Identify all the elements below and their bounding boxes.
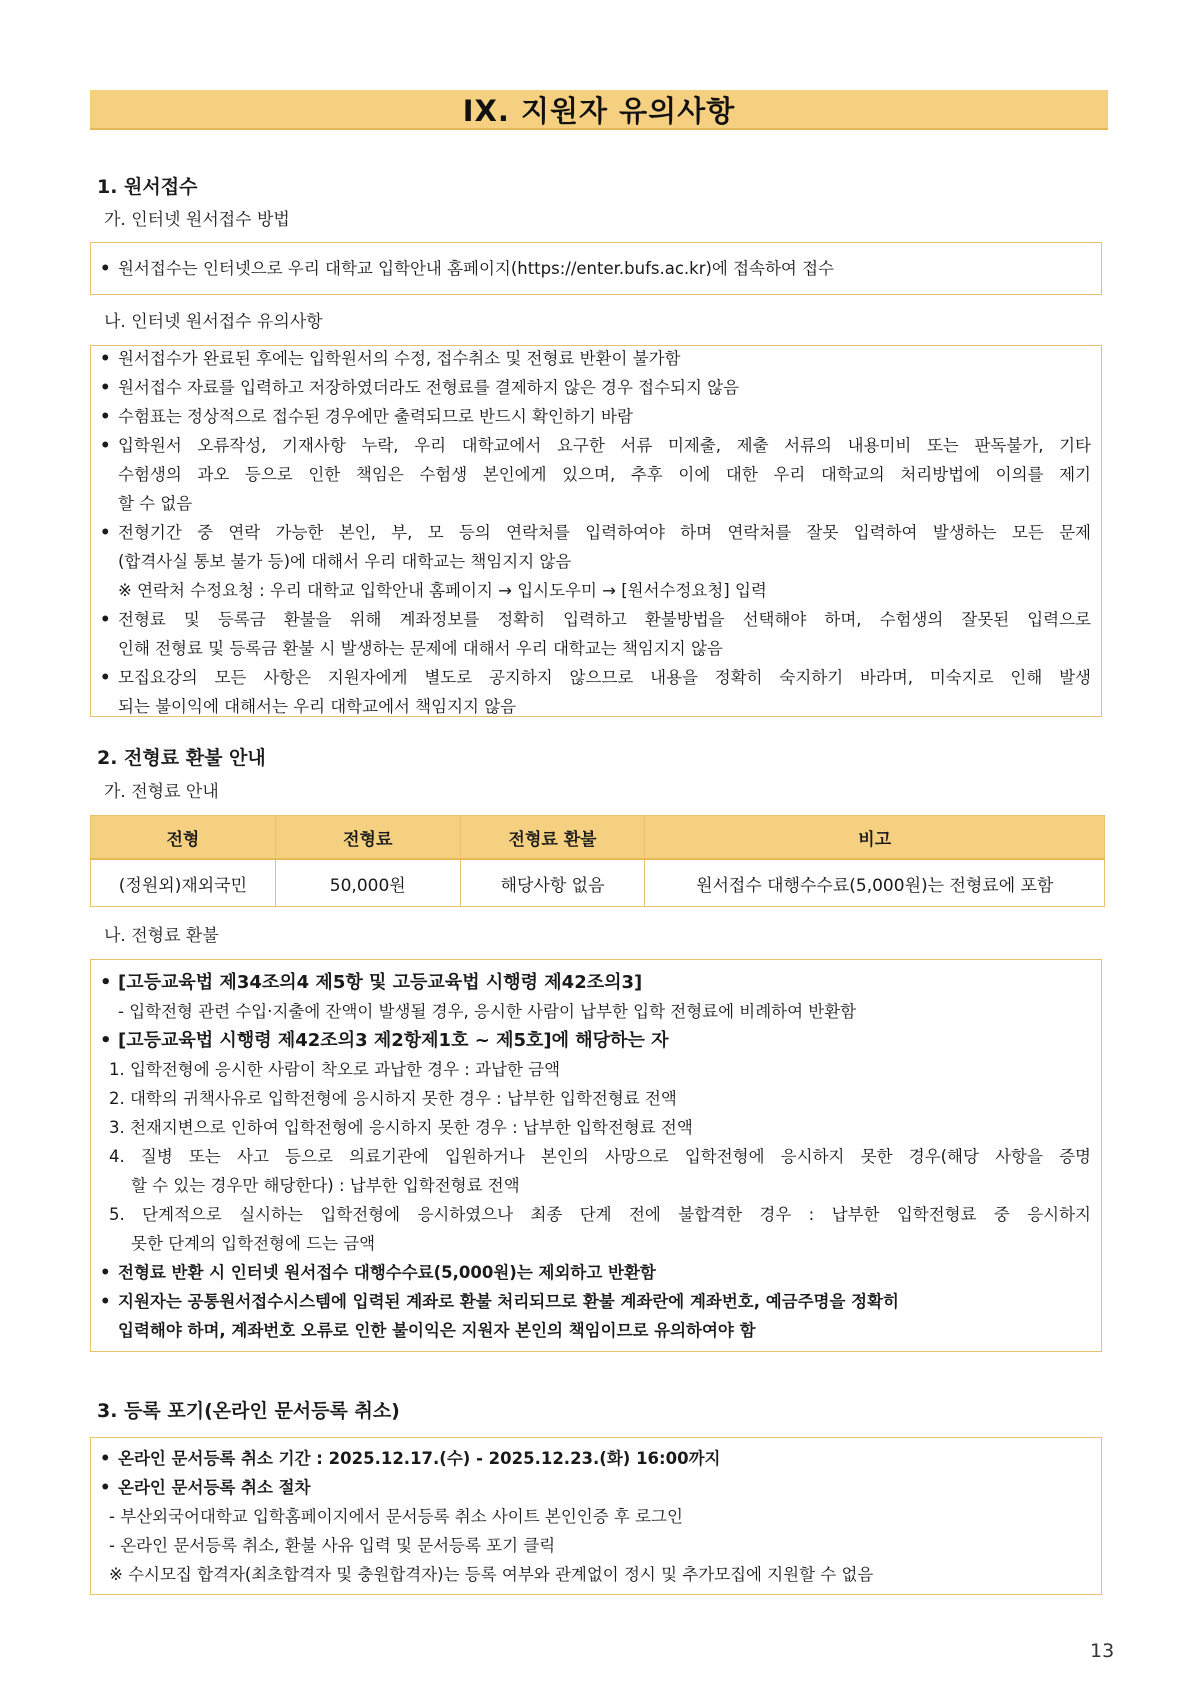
list-item: • 지원자는 공통원서접수시스템에 입력된 계좌로 환불 처리되므로 환불 계좌란에 계좌번호, 예금주명을 정확히 bbox=[91, 1287, 1091, 1316]
bullet-icon: • bbox=[100, 1292, 111, 1311]
list-item: • 전형료 반환 시 인터넷 원서접수 대행수수료(5,000원)는 제외하고 반환함 bbox=[91, 1258, 1091, 1287]
column-header: 전형료 환불 bbox=[460, 816, 645, 860]
bullet-icon: • bbox=[100, 610, 111, 629]
list-item-continued: (합격사실 통보 불가 등)에 대해서 우리 대학교는 책임지지 않음 bbox=[118, 552, 572, 571]
table-header-row bbox=[91, 816, 1105, 860]
column-header: 비고 bbox=[645, 816, 1105, 860]
list-item: • [고등교육법 시행령 제42조의3 제2항제1호 ~ 제5호]에 해당하는 자 bbox=[91, 1026, 1091, 1055]
column-header: 전형 bbox=[91, 816, 276, 860]
application-method-box bbox=[90, 242, 1102, 295]
chapter-title: IX. 지원자 유의사항 bbox=[462, 93, 736, 128]
section-1-sub-b: 나. 인터넷 원서접수 유의사항 bbox=[104, 312, 323, 332]
table-row bbox=[91, 859, 1105, 907]
list-item: • 전형기간 중 연락 가능한 본인, 부, 모 등의 연락처를 입력하여야 하며 연락처를 잘못 입력하여 발생하는 모든 문제 bbox=[91, 518, 1091, 547]
bullet-icon: • bbox=[100, 378, 111, 397]
list-item-detail: - 온라인 문서등록 취소, 환불 사유 입력 및 문서등록 포기 클릭 bbox=[109, 1536, 556, 1555]
bullet-icon: • bbox=[100, 407, 111, 426]
list-item-detail: - 부산외국어대학교 입학홈페이지에서 문서등록 취소 사이트 본인인증 후 로그인 bbox=[109, 1507, 683, 1526]
list-item-continued: 할 수 없음 bbox=[118, 494, 193, 513]
bullet-icon: • bbox=[100, 259, 111, 278]
registration-cancel-box bbox=[90, 1437, 1102, 1595]
list-item-continued: 입력해야 하며, 계좌번호 오류로 인한 불이익은 지원자 본인의 책임이므로 유의하여야 함 bbox=[118, 1321, 756, 1340]
list-item-note: ※ 연락처 수정요청 : 우리 대학교 입학안내 홈페이지 → 입시도우미 → [원서수정요청] 입력 bbox=[118, 581, 767, 600]
numbered-item: 4. 질병 또는 사고 등으로 의료기관에 입원하거나 본인의 사망으로 입학전형에 응시하지 못한 경우(해당 사항을 증명 bbox=[109, 1147, 1091, 1166]
bullet-icon: • bbox=[100, 1478, 111, 1497]
list-item: • [고등교육법 제34조의4 제5항 및 고등교육법 시행령 제42조의3] bbox=[91, 968, 1091, 997]
numbered-item-continued: 못한 단계의 입학전형에 드는 금액 bbox=[131, 1234, 376, 1253]
list-item: • 전형료 및 등록금 환불을 위해 계좌정보를 정확히 입력하고 환불방법을 선택해야 하며, 수험생의 잘못된 입력으로 bbox=[91, 605, 1091, 634]
list-item-continued: 수험생의 과오 등으로 인한 책임은 수험생 본인에게 있으며, 추후 이에 대한 우리 대학교의 처리방법에 이의를 제기 bbox=[118, 465, 1091, 484]
numbered-item: 2. 대학의 귀책사유로 입학전형에 응시하지 못한 경우 : 납부한 입학전형료 전액 bbox=[109, 1089, 677, 1108]
list-item: • 원서접수 자료를 입력하고 저장하였더라도 전형료를 결제하지 않은 경우 접수되지 않음 bbox=[91, 373, 1091, 402]
page-number: 13 bbox=[1090, 1640, 1115, 1662]
column-header: 전형료 bbox=[275, 816, 460, 860]
bullet-icon: • bbox=[100, 1263, 111, 1282]
table-cell: 원서접수 대행수수료(5,000원)는 전형료에 포함 bbox=[645, 859, 1105, 907]
numbered-item: 1. 입학전형에 응시한 사람이 착오로 과납한 경우 : 과납한 금액 bbox=[109, 1060, 561, 1079]
refund-box bbox=[90, 959, 1102, 1352]
section-2-sub-a: 가. 전형료 안내 bbox=[104, 782, 219, 802]
list-item-continued: 되는 불이익에 대해서는 우리 대학교에서 책임지지 않음 bbox=[118, 697, 517, 716]
section-1-sub-a: 가. 인터넷 원서접수 방법 bbox=[104, 210, 290, 230]
section-2-heading: 2. 전형료 환불 안내 bbox=[97, 747, 266, 769]
fee-table bbox=[90, 815, 1105, 907]
table-cell: 해당사항 없음 bbox=[460, 859, 645, 907]
section-2-sub-b: 나. 전형료 환불 bbox=[104, 926, 219, 946]
bullet-icon: • bbox=[100, 1030, 112, 1051]
list-item: • 모집요강의 모든 사항은 지원자에게 별도로 공지하지 않으므로 내용을 정확히 숙지하기 바라며, 미숙지로 인해 발생 bbox=[91, 663, 1091, 692]
table-cell: 50,000원 bbox=[275, 859, 460, 907]
bullet-icon: • bbox=[100, 523, 111, 542]
table-cell: (정원외)재외국민 bbox=[91, 859, 276, 907]
bullet-icon: • bbox=[100, 1449, 111, 1468]
bullet-icon: • bbox=[100, 436, 111, 455]
application-notes-box bbox=[90, 345, 1102, 717]
list-item: • 수험표는 정상적으로 접수된 경우에만 출력되므로 반드시 확인하기 바람 bbox=[91, 402, 1091, 431]
list-item: • 원서접수가 완료된 후에는 입학원서의 수정, 접수취소 및 전형료 반환이 불가함 bbox=[91, 344, 1091, 373]
chapter-title-bar bbox=[90, 90, 1108, 130]
list-item: • 원서접수는 인터넷으로 우리 대학교 입학안내 홈페이지(https://enter.bufs.ac.kr)에 접속하여 접수 bbox=[91, 254, 1091, 283]
list-item: • 입학원서 오류작성, 기재사항 누락, 우리 대학교에서 요구한 서류 미제출, 제출 서류의 내용미비 또는 판독불가, 기타 bbox=[91, 431, 1091, 460]
bullet-icon: • bbox=[100, 668, 111, 687]
list-item-detail: - 입학전형 관련 수입·지출에 잔액이 발생될 경우, 응시한 사람이 납부한 입학 전형료에 비례하여 반환함 bbox=[118, 1002, 857, 1021]
list-item-continued: 인해 전형료 및 등록금 환불 시 발생하는 문제에 대해서 우리 대학교는 책임지지 않음 bbox=[118, 639, 723, 658]
numbered-item-continued: 할 수 있는 경우만 해당한다) : 납부한 입학전형료 전액 bbox=[131, 1176, 520, 1195]
bullet-icon: • bbox=[100, 972, 112, 993]
section-1-heading: 1. 원서접수 bbox=[97, 176, 198, 198]
bullet-icon: • bbox=[100, 349, 111, 368]
list-item: • 온라인 문서등록 취소 절차 bbox=[91, 1473, 1091, 1502]
list-item: • 온라인 문서등록 취소 기간 : 2025.12.17.(수) - 2025.12.23.(화) 16:00까지 bbox=[91, 1444, 1091, 1473]
section-3-heading: 3. 등록 포기(온라인 문서등록 취소) bbox=[97, 1400, 400, 1422]
numbered-item: 5. 단계적으로 실시하는 입학전형에 응시하였으나 최종 단계 전에 불합격한 경우 : 납부한 입학전형료 중 응시하지 bbox=[109, 1205, 1091, 1224]
numbered-item: 3. 천재지변으로 인하여 입학전형에 응시하지 못한 경우 : 납부한 입학전형료 전액 bbox=[109, 1118, 693, 1137]
note-item: ※ 수시모집 합격자(최초합격자 및 충원합격자)는 등록 여부와 관계없이 정시 및 추가모집에 지원할 수 없음 bbox=[109, 1565, 874, 1584]
